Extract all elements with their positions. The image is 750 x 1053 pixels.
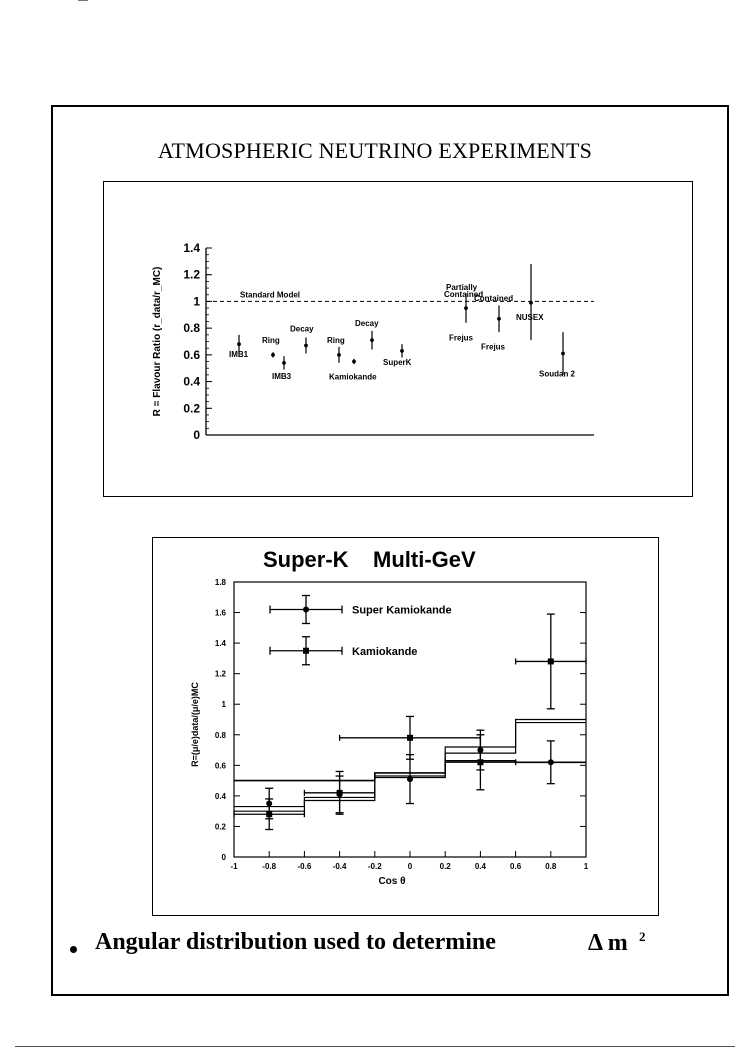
point-label: Ring	[327, 335, 345, 345]
point-label: Kamiokande	[329, 372, 377, 382]
y-tick-label: 0.8	[214, 730, 226, 740]
legend-label: Kamiokande	[352, 645, 418, 658]
bullet-text: Angular distribution used to determine	[95, 929, 496, 955]
bullet-icon	[70, 946, 77, 953]
data-point	[352, 360, 356, 364]
y-tick-label: 0.4	[214, 791, 226, 801]
point-label: Frejus	[481, 342, 506, 352]
data-point	[237, 342, 241, 346]
y-tick-label: 1.2	[183, 267, 200, 282]
legend-marker-kamiokande	[303, 648, 309, 654]
point-label: Partially	[446, 283, 478, 293]
point-label: Frejus	[449, 333, 474, 343]
point-label: IMB1	[229, 350, 249, 360]
superk-multigev-chart	[153, 538, 660, 917]
data-point	[337, 353, 341, 357]
y-tick-label: 1.4	[214, 639, 226, 649]
y-axis-label: R=(μ/e)data/(μ/e)MC	[190, 682, 200, 767]
bottom-rule	[15, 1046, 735, 1047]
data-point	[282, 361, 286, 365]
y-tick-label: 1.2	[214, 669, 226, 679]
y-tick-label: 0.4	[183, 374, 200, 389]
x-tick-label: -0.4	[332, 862, 347, 871]
delta-m-superscript: 2	[639, 929, 646, 944]
y-tick-label: 1.8	[214, 578, 226, 587]
kamiokande-marker	[407, 735, 413, 741]
kamiokande-marker	[548, 658, 554, 664]
y-tick-label: 1	[221, 700, 226, 710]
data-point	[497, 317, 501, 321]
y-axis-label: R = Flavour Ratio (r_data/r_MC)	[152, 266, 163, 417]
x-tick-label: 0.8	[545, 862, 557, 871]
data-point	[561, 352, 565, 356]
x-axis-label: Cos θ	[378, 876, 406, 887]
kamiokande-marker	[266, 811, 272, 817]
flavour-ratio-panel	[103, 181, 693, 497]
data-point	[370, 338, 374, 342]
data-point	[304, 344, 308, 348]
x-tick-label: -0.6	[297, 862, 312, 871]
scan-mark	[78, 0, 88, 1]
data-point	[464, 306, 468, 310]
chart-title: Super-K Multi-GeV	[263, 547, 476, 572]
point-label: Ring	[262, 335, 280, 345]
data-point	[271, 353, 275, 357]
x-tick-label: 0.4	[474, 862, 486, 871]
point-label: NUSEX	[516, 312, 544, 322]
point-label: Decay	[355, 319, 379, 329]
legend-label: Super Kamiokande	[352, 604, 452, 617]
y-tick-label: 0	[193, 428, 200, 442]
point-label: Contained	[474, 293, 514, 303]
data-point	[529, 301, 533, 305]
kamiokande-marker	[337, 790, 343, 796]
y-tick-label: 1.4	[183, 241, 200, 255]
x-tick-label: 0	[407, 862, 413, 871]
y-tick-label: 1.6	[214, 608, 226, 618]
y-tick-label: 1	[193, 294, 200, 309]
delta-m-label: Δ m	[588, 930, 628, 956]
superk-marker	[407, 776, 413, 782]
y-tick-label: 0.2	[183, 401, 200, 416]
point-label: Decay	[290, 324, 314, 334]
y-tick-label: 0	[221, 853, 226, 862]
point-label: Soudan 2	[539, 369, 576, 379]
y-tick-label: 0.8	[183, 321, 200, 336]
y-tick-label: 0.2	[214, 822, 226, 832]
point-label: SuperK	[383, 357, 412, 367]
x-tick-label: -0.2	[367, 862, 382, 871]
flavour-ratio-chart	[104, 182, 694, 498]
x-tick-label: 1	[583, 862, 589, 871]
point-label: IMB3	[272, 371, 292, 381]
legend-marker-superk	[303, 607, 309, 613]
standard-model-label: Standard Model	[240, 290, 301, 300]
y-tick-label: 0.6	[214, 761, 226, 771]
x-tick-label: 0.6	[510, 862, 522, 871]
x-tick-label: -1	[230, 862, 238, 871]
superk-marker	[548, 759, 554, 765]
point-label: Contained	[444, 290, 484, 300]
x-tick-label: -0.8	[262, 862, 277, 871]
data-point	[400, 349, 404, 353]
slide-title: ATMOSPHERIC NEUTRINO EXPERIMENTS	[157, 138, 593, 163]
y-tick-label: 0.6	[183, 347, 200, 362]
x-tick-label: 0.2	[439, 862, 451, 871]
superk-multigev-panel	[152, 537, 659, 916]
kamiokande-marker	[477, 759, 483, 765]
